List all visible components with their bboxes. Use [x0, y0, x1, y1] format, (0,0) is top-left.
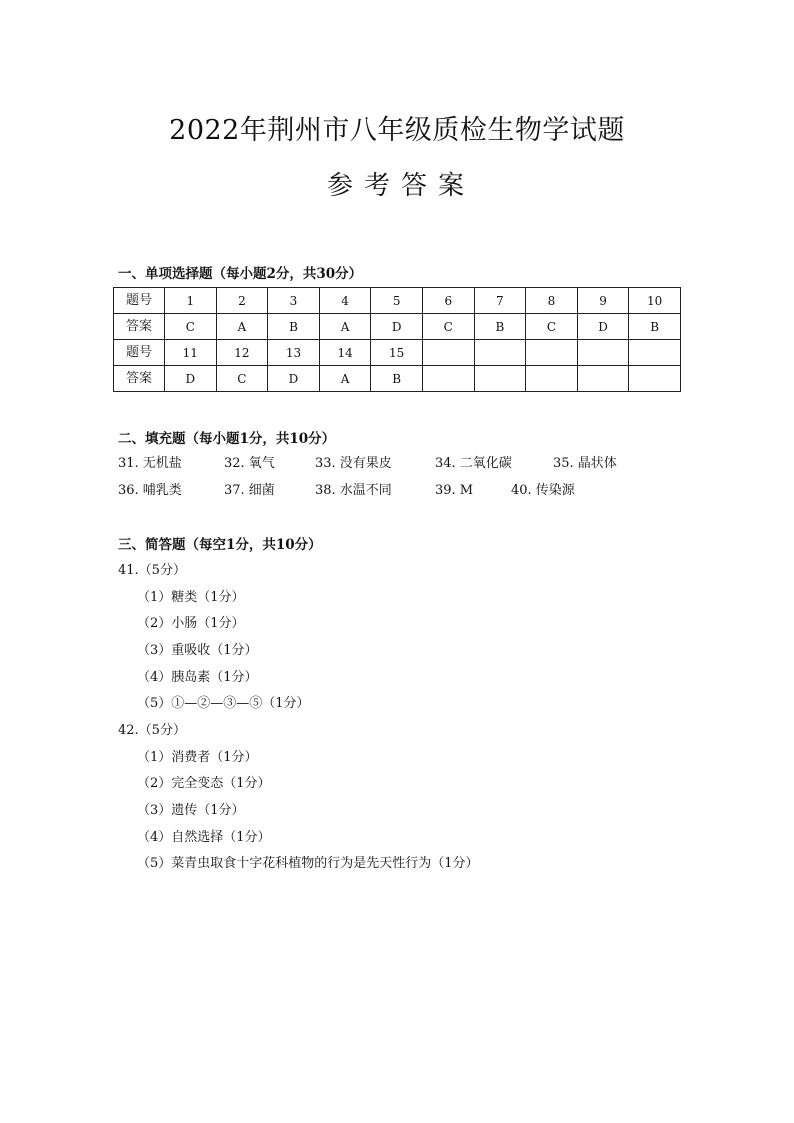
section-heading-multiple-choice: 一、单项选择题（每小题2分，共30分） [118, 266, 363, 282]
answer-item: （4）自然选择（1分） [137, 830, 271, 845]
table-cell: 12 [216, 340, 268, 366]
table-cell [629, 366, 681, 392]
table-cell: 2 [216, 288, 268, 314]
table-cell: C [165, 314, 217, 340]
table-cell: B [474, 314, 526, 340]
answer-item: （4）胰岛素（1分） [137, 670, 258, 685]
table-cell: 3 [268, 288, 320, 314]
document-title: 2022年荆州市八年级质检生物学试题 [169, 115, 625, 146]
fill-answer: 40. 传染源 [511, 483, 575, 498]
table-cell: A [319, 314, 371, 340]
row-header: 题号 [114, 340, 165, 366]
row-header: 题号 [114, 288, 165, 314]
table-cell: B [371, 366, 423, 392]
table-cell [577, 366, 629, 392]
answer-item: （1）糖类（1分） [137, 590, 245, 605]
table-cell: C [526, 314, 578, 340]
fill-answer: 31. 无机盐 [118, 456, 182, 471]
question-42-heading: 42.（5分） [118, 723, 186, 738]
table-cell [474, 340, 526, 366]
document-subtitle: 参考答案 [326, 171, 475, 201]
fill-answer: 39. M [435, 483, 474, 498]
table-row [114, 288, 681, 314]
table-row [114, 314, 681, 340]
table-cell: B [268, 314, 320, 340]
table-cell: 5 [371, 288, 423, 314]
fill-answer: 37. 细菌 [224, 483, 275, 498]
table-cell: 1 [165, 288, 217, 314]
answer-item: （3）重吸收（1分） [137, 643, 258, 658]
answer-table [113, 287, 681, 392]
answer-item: （2）小肠（1分） [137, 616, 245, 631]
table-cell [629, 340, 681, 366]
table-cell: A [216, 314, 268, 340]
table-cell: 11 [165, 340, 217, 366]
table-row [114, 366, 681, 392]
table-cell: 9 [577, 288, 629, 314]
row-header: 答案 [114, 366, 165, 392]
fill-answer: 35. 晶状体 [553, 456, 617, 471]
table-cell [577, 340, 629, 366]
table-cell: 7 [474, 288, 526, 314]
section-heading-fill-in: 二、填充题（每小题1分，共10分） [118, 431, 336, 447]
fill-answer: 36. 哺乳类 [118, 483, 182, 498]
answer-item: （3）遗传（1分） [137, 803, 245, 818]
table-cell [422, 366, 474, 392]
table-cell: C [422, 314, 474, 340]
section-heading-short-answer: 三、简答题（每空1分，共10分） [118, 537, 322, 553]
table-cell: 4 [319, 288, 371, 314]
row-header: 答案 [114, 314, 165, 340]
answer-item: （2）完全变态（1分） [137, 776, 271, 791]
table-cell: 13 [268, 340, 320, 366]
table-cell: 15 [371, 340, 423, 366]
table-cell [474, 366, 526, 392]
table-cell: 8 [526, 288, 578, 314]
table-cell [526, 366, 578, 392]
answer-item: （5）①—②—③—⑤（1分） [137, 696, 310, 711]
table-cell: D [577, 314, 629, 340]
answer-item: （1）消费者（1分） [137, 750, 258, 765]
fill-answer: 33. 没有果皮 [315, 456, 392, 471]
question-41-heading: 41.（5分） [118, 563, 186, 578]
table-row [114, 340, 681, 366]
table-cell [526, 340, 578, 366]
fill-answer: 32. 氧气 [224, 456, 275, 471]
fill-answer: 34. 二氧化碳 [435, 456, 512, 471]
table-cell: D [165, 366, 217, 392]
table-cell: 10 [629, 288, 681, 314]
table-cell: 14 [319, 340, 371, 366]
fill-answer: 38. 水温不同 [315, 483, 392, 498]
answer-item: （5）菜青虫取食十字花科植物的行为是先天性行为（1分） [137, 856, 479, 871]
table-cell: D [371, 314, 423, 340]
table-cell: C [216, 366, 268, 392]
table-cell: 6 [422, 288, 474, 314]
table-cell: A [319, 366, 371, 392]
table-cell: B [629, 314, 681, 340]
table-cell [422, 340, 474, 366]
table-cell: D [268, 366, 320, 392]
